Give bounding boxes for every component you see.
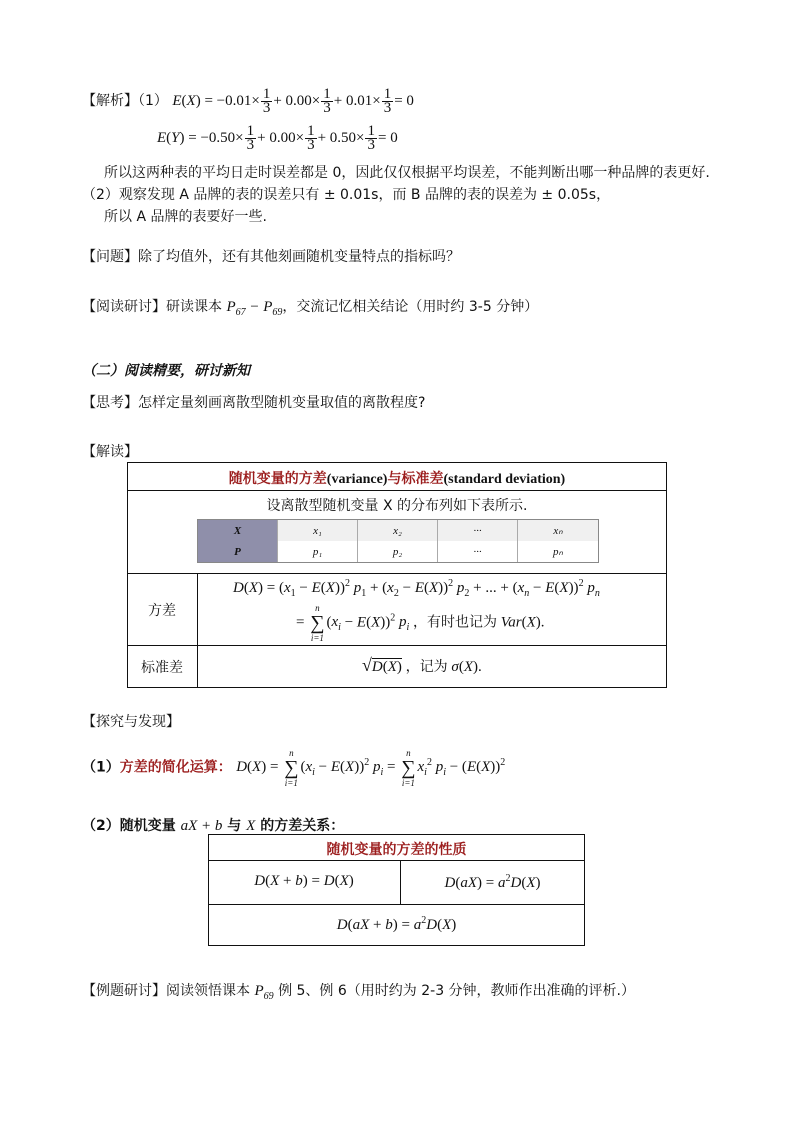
expectation-x-formula: E(X) = −0.01× $\frac{1}{3}$ + 0.00× $\frac{1}{3}$ + 0.01× $\frac{1}{3}$ = 0: [172, 86, 414, 116]
question-line: [82, 246, 460, 266]
distribution-row-p: [198, 541, 598, 562]
properties-table-title: 随机变量的方差的性质: [326, 842, 467, 858]
dist-cell: p₂: [358, 541, 438, 562]
reading-label: 【阅读研讨】: [82, 299, 166, 315]
dist-cell: xₙ: [518, 520, 598, 541]
section-title: （二）阅读精要，研讨新知: [82, 363, 250, 379]
property-affine: $D(aX + b) = a^2D(X)$: [336, 915, 457, 933]
simplify-formula: D(X) = n ∑ i=1 $(x_i - E(X))^2$ $p_i$ = n ∑ i=1 $x_i^2$ $p_i - (E(X))^2$: [236, 748, 506, 788]
std-label: 标准差: [141, 660, 183, 676]
reading-text-post: ，交流记忆相关结论（用时约 3-5 分钟）: [282, 299, 539, 315]
simplify-label: 方差的简化运算：: [119, 759, 232, 776]
variance-table-title: [127, 468, 667, 488]
dist-cell: ···: [438, 541, 518, 562]
analysis-label: 【解析】: [82, 92, 138, 109]
reading-pages: $P_{67} - P_{69}$: [226, 299, 283, 318]
analysis-part2-conclusion: 所以 A 品牌的表要好一些.: [104, 209, 267, 225]
dist-cell: p₁: [278, 541, 358, 562]
distribution-row-x: [198, 520, 598, 542]
think-text: 怎样定量刻画离散型随机变量取值的离散程度?: [138, 395, 426, 411]
dist-cell: P: [198, 541, 278, 562]
reading-line: [82, 296, 538, 318]
analysis-conclusion: 所以这两种表的平均日走时误差都是 0，因此仅仅根据平均误差，不能判断出哪一种品牌的表更好.: [104, 165, 710, 181]
dist-cell: x₂: [358, 520, 438, 541]
title-cn-variance: 随机变量的方差: [228, 472, 327, 487]
question-label: 【问题】: [82, 249, 138, 265]
property-scale: $D(aX) = a^2D(X)$: [444, 873, 541, 891]
dist-cell: pₙ: [518, 541, 598, 562]
property-shift: D(X + b) = D(X): [254, 873, 354, 889]
reading-text-pre: 研读课本: [166, 299, 227, 315]
think-label: 【思考】: [82, 395, 138, 411]
variance-formula-line2: = n ∑ i=1 $(x_i - E(X))^2$ $p_i$ ，有时也记为 Var(X).: [296, 603, 545, 643]
title-cn-std: 与标准差: [387, 472, 444, 487]
explore-label: 【探究与发现】: [82, 714, 180, 730]
dist-cell: X: [198, 520, 278, 541]
variance-label: 方差: [148, 603, 176, 619]
dist-cell: x₁: [278, 520, 358, 541]
variance-formula-line1: $D(X) = (x_1 - E(X))^2$ $p_1 + (x_2 - E(X))^2$ $p_2$ + ... + $(x_n - E(X))^2$ $p_n$: [233, 578, 600, 599]
analysis-part1-num: （1）: [138, 92, 168, 109]
dist-cell: ···: [438, 520, 518, 541]
simplify-num: （1）: [82, 759, 120, 776]
analysis-part2: （2）观察发现 A 品牌的表的误差只有 ± 0.01s，而 B 品牌的表的误差为 ± 0.05s，: [82, 187, 611, 203]
example-label: 【例题研讨】: [82, 983, 166, 999]
std-formula: √D(X) ，记为 σ(X).: [362, 655, 482, 675]
simplify-line: [82, 748, 505, 788]
distribution-intro: 设离散型随机变量 X 的分布列如下表所示.: [266, 498, 528, 514]
example-line: 【例题研讨】阅读领悟课本 $P_{69}$ 例 5、例 6（用时约为 2-3 分钟，教师作出准确的评析.）: [82, 983, 636, 1002]
title-en-std: (standard deviation): [443, 472, 566, 487]
think-line: [82, 392, 425, 412]
question-text: 除了均值外，还有其他刻画随机变量特点的指标吗？: [138, 249, 460, 265]
expectation-y-formula: E(Y) = −0.50× $\frac{1}{3}$ + 0.00× $\frac{1}{3}$ + 0.50× $\frac{1}{3}$ = 0: [157, 123, 398, 153]
distribution-table: [197, 519, 599, 563]
analysis-line1: [82, 88, 414, 115]
relation-heading: （2）随机变量 aX + b 与 X 的方差关系：: [82, 818, 345, 834]
interpret-label: 【解读】: [82, 444, 138, 460]
title-en-variance: (variance): [326, 472, 388, 487]
